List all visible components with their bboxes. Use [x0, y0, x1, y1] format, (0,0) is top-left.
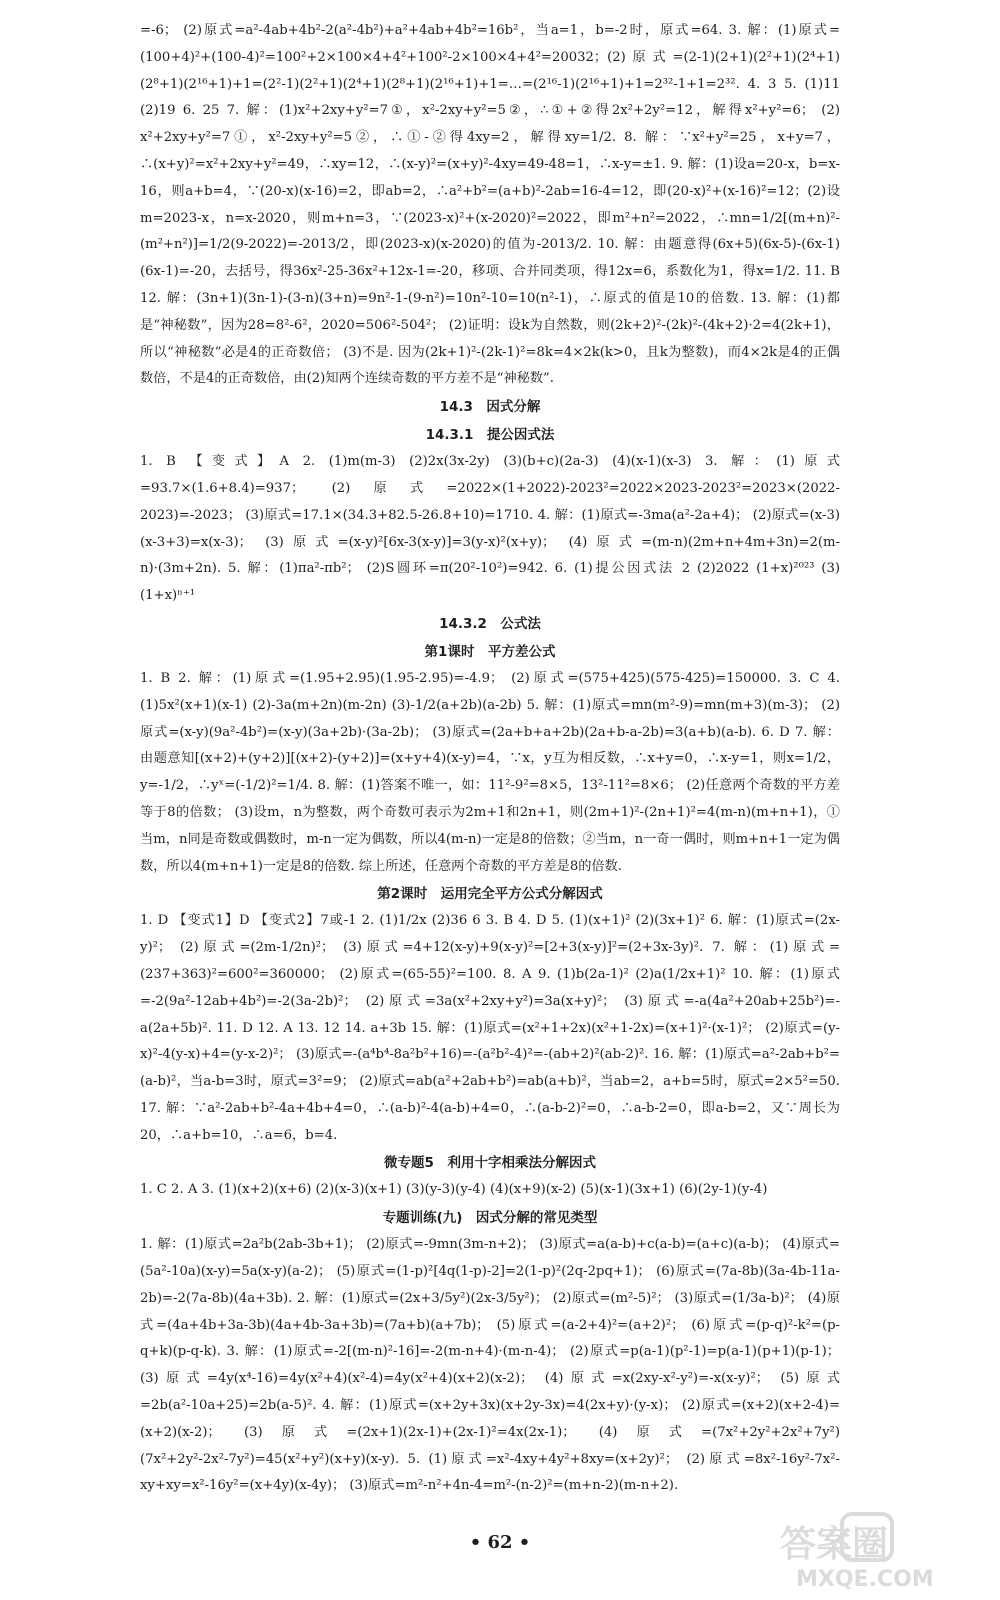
section-heading: 14.3 因式分解 [439, 399, 541, 416]
answer-paragraph: =-6； (2)原式=a²-4ab+4b²-2(a²-4b²)+a²+4ab+4b²=16b²，当a=1，b=-2时，原式=64. 3. 解：(1)原式=(100+4)²+(100-4)²=100²+2×100×4+4²+100²-2×100×4+4²=20032；(2)原式=(2-1)(2+1)(2²+1)(2⁴+1)(2⁸+1)(2¹⁶+1)+1=(2²-1)(2²+1)(2⁴+1)(2⁸+1)(2¹⁶+1)+1=…=(2¹⁶-1)(2¹⁶+1)+1=2³²-1+1=2³². 4. 3 5. (1)11 (2)19 6. 25 7. 解：(1)x²+2xy+y²=7①，x²-2xy+y²=5②，∴①+②得2x²+2y²=12，解得x²+y²=6； (2) x²+2xy+y²=7①，x²-2xy+y²=5②，∴①-②得4xy=2，解得xy=1/2. 8. 解：∵x²+y²=25，x+y=7，∴(x+y)²=x²+2xy+y²=49，∴xy=12，∴(x-y)²=(x+y)²-4xy=49-48=1，∴x-y=±1. 9. 解：(1)设a=20-x，b=x-16，则a+b=4，∵(20-x)(x-16)=2，即ab=2，∴a²+b²=(a+b)²-2ab=16-4=12，即(20-x)²+(x-16)²=12；(2)设m=2023-x，n=x-2020，则m+n=3，∵(2023-x)²+(x-2020)²=2022，即m²+n²=2022，∴mn=1/2[(m+n)²-(m²+n²)]=1/2(9-2022)=-2013/2，即(2023-x)(x-2020)的值为-2013/2. 10. 解：由题意得(6x+5)(6x-5)-(6x-1)(6x-1)=-20，去括号，得36x²-25-36x²+12x-1=-20，移项、合并同类项，得12x=6，系数化为1，得x=1/2. 11. B 12. 解：(3n+1)(3n-1)-(3-n)(3+n)=9n²-1-(9-n²)=10n²-10=10(n²-1)，∴原式的值是10的倍数. 13. 解：(1)都是“神秘数”，因为28=8²-6²，2020=506²-504²； (2)证明：设k为自然数，则(2k+2)²-(2k)²-(4k+2)·2=4(2k+1)，所以“神秘数”必是4的正奇数倍； (3)不是. 因为(2k+1)²-(2k-1)²=8k=4×2k(k>0，且k为整数)，而4×2k是4的正偶数倍，不是4的正奇数倍，由(2)知两个连续奇数的平方差不是“神秘数”. [140, 23, 840, 387]
subsection-heading: 14.3.2 公式法 [439, 615, 541, 632]
answer-paragraph: 1. D 【变式1】D 【变式2】7或-1 2. (1)1/2x (2)36 6 3. B 4. D 5. (1)(x+1)² (2)(3x+1)² 6. 解：(1)原式=(2x-y)²； (2)原式=(2m-1/2n)²； (3)原式=4+12(x-y)+9(x-y)²=[2+3(x-y)]²=(2+3x-3y)². 7. 解：(1)原式=(237+363)²=600²=360000； (2)原式=(65-55)²=100. 8. A 9. (1)b(2a-1)² (2)a(1/2x+1)² 10. 解：(1)原式=-2(9a²-12ab+4b²)=-2(3a-2b)²； (2)原式=3a(x²+2xy+y²)=3a(x+y)²； (3)原式=-a(4a²+20ab+25b²)=-a(2a+5b)². 11. D 12. A 13. 12 14. a+3b 15. 解：(1)原式=(x²+1+2x)(x²+1-2x)=(x+1)²·(x-1)²； (2)原式=(y-x)²-4(y-x)+4=(y-x-2)²； (3)原式=-(a⁴b⁴-8a²b²+16)=-(a²b²-4)²=-(ab+2)²(ab-2)². 16. 解：(1)原式=a²-2ab+b²=(a-b)²，当a-b=3时，原式=3²=9； (2)原式=ab(a²+2ab+b²)=ab(a+b)²，当ab=2，a+b=5时，原式=2×5²=50. 17. 解：∵a²-2ab+b²-4a+4b+4=0，∴(a-b)²-4(a-b)+4=0，∴(a-b-2)²=0，∴a-b-2=0，即a-b=2，又∵周长为20，∴a+b=10，∴a=6，b=4. [140, 913, 840, 1143]
answer-paragraph: 1. C 2. A 3. (1)(x+2)(x+6) (2)(x-3)(x+1) (3)(y-3)(y-4) (4)(x+9)(x-2) (5)(x-1)(3x+1) (6)(2y-1)(y-4) [140, 1182, 768, 1198]
answer-paragraph: 1. 解：(1)原式=2a²b(2ab-3b+1)； (2)原式=-9mn(3m-n+2)； (3)原式=a(a-b)+c(a-b)=(a+c)(a-b)； (4)原式=(5a²-10a)(x-y)=5a(x-y)(a-2)； (5)原式=(1-p)²[4q(1-p)-2]=2(1-p)²(2q-2pq+1)； (6)原式=(7a-8b)(3a-4b-11a-2b)=-2(7a-8b)(4a+3b). 2. 解：(1)原式=(2x+3/5y²)(2x-3/5y²)； (2)原式=(m²-5)²； (3)原式=(1/3a-b)²； (4)原式=(4a+4b+3a-3b)(4a+4b-3a+3b)=(7a+b)(a+7b)； (5)原式=(a-2+4)²=(a+2)²； (6)原式=(p-q)²-k²=(p-q+k)(p-q-k). 3. 解：(1)原式=-2[(m-n)²-16]=-2(m-n+4)·(m-n-4)； (2)原式=p(a-1)(p²-1)=p(a-1)(p+1)(p-1)； (3)原式=4y(x⁴-16)=4y(x²+4)(x²-4)=4y(x²+4)(x+2)(x-2)； (4)原式=x(2xy-x²-y²)=-x(x-y)²； (5)原式=2b(a²-10a+25)=2b(a-5)². 4. 解：(1)原式=(x+2y+3x)(x+2y-3x)=4(2x+y)·(y-x)； (2)原式=(x+2)(x+2-4)=(x+2)(x-2)； (3)原式=(2x+1)(2x-1)+(2x-1)²=4x(2x-1)； (4)原式=(7x²+2y²+2x²+7y²)(7x²+2y²-2x²-7y²)=45(x²+y²)(x+y)(x-y). 5. (1)原式=x²-4xy+4y²+8xy=(x+2y)²； (2)原式=8x²-16y²-7x²-xy+xy=x²-16y²=(x+4y)(x-4y)； (3)原式=m²-n²+4n-4=m²-(n-2)²=(m+n-2)(m-n+2). [140, 1237, 840, 1494]
answer-paragraph: 1. B 2. 解：(1)原式=(1.95+2.95)(1.95-2.95)=-4.9； (2)原式=(575+425)(575-425)=150000. 3. C 4. (1)5x²(x+1)(x-1) (2)-3a(m+2n)(m-2n) (3)-1/2(a+2b)(a-2b) 5. 解：(1)原式=mn(m²-9)=mn(m+3)(m-3)； (2)原式=(x-y)(9a²-4b²)=(x-y)(3a+2b)·(3a-2b)； (3)原式=(2a+b+a+2b)(2a+b-a-2b)=3(a+b)(a-b). 6. D 7. 解：由题意知[(x+2)+(y+2)][(x+2)-(y+2)]=(x+y+4)(x-y)=4，∵x，y互为相反数，∴x+y=0，∴x-y=1，则x=1/2，y=-1/2，∴yˣ=(-1/2)²=1/4. 8. 解：(1)答案不唯一，如：11²-9²=8×5，13²-11²=8×6； (2)任意两个奇数的平方差等于8的倍数； (3)设m，n为整数，两个奇数可表示为2m+1和2n+1，则(2m+1)²-(2n+1)²=4(m-n)(m+n+1)，①当m，n同是奇数或偶数时，m-n一定为偶数，所以4(m-n)一定是8的倍数；②当m，n一奇一偶时，则m+n+1一定为偶数，所以4(m+n+1)一定是8的倍数. 综上所述，任意两个奇数的平方差是8的倍数. [140, 670, 840, 874]
watermark-top-text: 答案圈 [780, 1524, 889, 1565]
lesson-heading: 第2课时 运用完全平方公式分解因式 [377, 886, 603, 903]
page-number: • 62 • [469, 1532, 531, 1553]
subsection-heading: 14.3.1 提公因式法 [425, 427, 555, 444]
topic-heading: 专题训练(九) 因式分解的常见类型 [382, 1210, 598, 1227]
answer-page [140, 18, 840, 1500]
topic-heading: 微专题5 利用十字相乘法分解因式 [384, 1155, 596, 1172]
lesson-heading: 第1课时 平方差公式 [424, 643, 556, 660]
watermark-logo [772, 1512, 972, 1592]
answer-paragraph: 1. B 【变式】A 2. (1)m(m-3) (2)2x(3x-2y) (3)(b+c)(2a-3) (4)(x-1)(x-3) 3. 解：(1)原式=93.7×(1.6+8.4)=937； (2)原式=2022×(1+2022)-2023²=2022×2023-2023²=2023×(2022-2023)=-2023； (3)原式=17.1×(34.3+82.5-26.8+10)=1710. 4. 解：(1)原式=-3ma(a²-2a+4)； (2)原式=(x-3)(x-3+3)=x(x-3)； (3)原式=(x-y)²[6x-3(x-y)]=3(y-x)²(x+y)； (4)原式=(m-n)(2m+n+4m+3n)=2(m-n)·(3m+2n). 5. 解：(1)πa²-πb²； (2)S圆环=π(20²-10²)=942. 6. (1)提公因式法 2 (2)2022 (1+x)²⁰²³ (3)(1+x)ⁿ⁺¹ [140, 454, 840, 604]
watermark-bottom-text: MXQE.COM [796, 1567, 934, 1592]
